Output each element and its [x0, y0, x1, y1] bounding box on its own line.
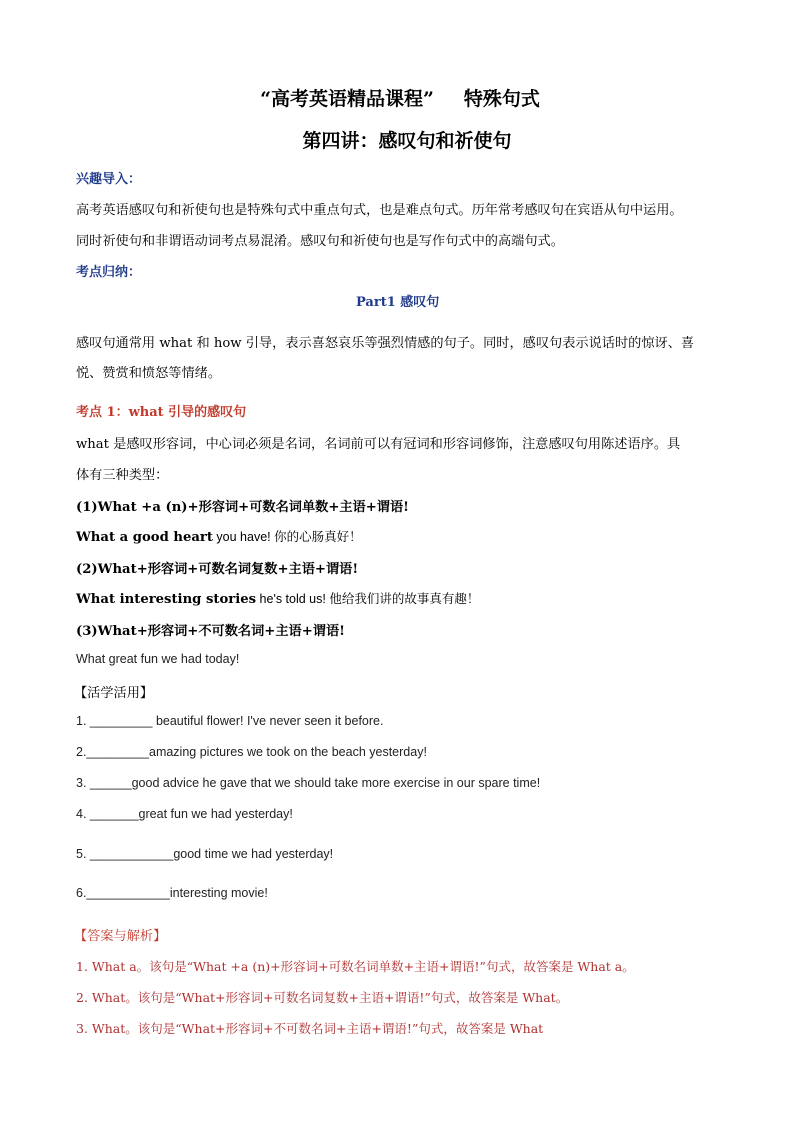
answers-heading: 【答案与解析】	[74, 929, 167, 944]
point1-paragraph-line2: 体有三种类型：	[76, 468, 169, 483]
part1-paragraph-line2: 悦、赞赏和愤怒等情绪。	[76, 366, 222, 381]
lecture-title: 第四讲：感叹句和祈使句	[302, 130, 512, 152]
type3-pattern: (3)What+形容词+不可数名词+主语+谓语!	[76, 624, 345, 639]
practice-item: 5. ____________good time we had yesterday!	[76, 847, 334, 861]
summary-heading: 考点归纳：	[76, 265, 142, 280]
type1-example-bold: What a good heart	[76, 530, 213, 545]
intro-heading: 兴趣导入：	[76, 172, 142, 187]
course-title: “高考英语精品课程”	[260, 88, 434, 110]
practice-item: 1. _________ beautiful flower! I've never seen it before.	[76, 714, 384, 728]
intro-paragraph-line1: 高考英语感叹句和祈使句也是特殊句式中重点句式，也是难点句式。历年常考感叹句在宾语从句中运用。	[76, 203, 683, 218]
type2-example-bold: What interesting stories	[76, 592, 257, 607]
practice-item: 4. _______great fun we had yesterday!	[76, 807, 293, 821]
type3-example: What great fun we had today!	[76, 652, 240, 666]
answer-item: 3. What。该句是“What+形容词+不可数名词+主语+谓语!”句式，故答案是 What	[76, 1021, 544, 1036]
practice-heading: 【活学活用】	[74, 686, 154, 701]
answer-item: 1. What a。该句是“What +a (n)+形容词+可数名词单数+主语+谓语!”句式，故答案是 What a。	[76, 959, 635, 974]
topic-title: 特殊句式	[463, 88, 540, 110]
practice-item: 3. ______good advice he gave that we should take more exercise in our spare time!	[76, 776, 541, 790]
practice-item: 6.____________interesting movie!	[76, 886, 268, 900]
part1-paragraph-line1: 感叹句通常用 what 和 how 引导，表示喜怒哀乐等强烈情感的句子。同时，感叹句表示说话时的惊讶、喜	[76, 336, 695, 351]
type1-example	[76, 527, 362, 545]
point1-heading: 考点 1：what 引导的感叹句	[76, 405, 247, 420]
type2-example	[76, 589, 479, 607]
type2-example-rest: he's told us! 他给我们讲的故事真有趣！	[256, 592, 480, 606]
intro-paragraph-line2: 同时祈使句和非谓语动词考点易混淆。感叹句和祈使句也是写作句式中的高端句式。	[76, 234, 564, 249]
type1-pattern: (1)What +a (n)+形容词+可数名词单数+主语+谓语!	[76, 500, 409, 515]
type1-example-rest: you have! 你的心肠真好！	[212, 530, 362, 544]
point1-paragraph-line1: what 是感叹形容词，中心词必须是名词，名词前可以有冠词和形容词修饰，注意感叹句用陈述语序。具	[76, 437, 681, 452]
part1-heading: Part1 感叹句	[356, 295, 440, 310]
practice-item: 2._________amazing pictures we took on the beach yesterday!	[76, 745, 427, 759]
page-title	[0, 84, 794, 111]
type2-pattern: (2)What+形容词+可数名词复数+主语+谓语!	[76, 562, 359, 577]
answer-item: 2. What。该句是“What+形容词+可数名词复数+主语+谓语!”句式，故答案是 What。	[76, 990, 569, 1005]
